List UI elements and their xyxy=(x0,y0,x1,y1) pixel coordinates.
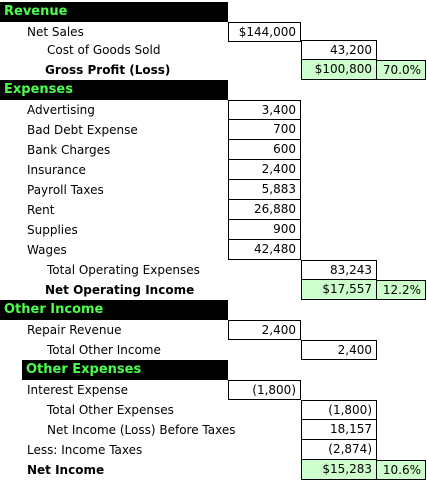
income-taxes-value: (2,874) xyxy=(301,440,377,460)
row-label: Bank Charges xyxy=(27,143,111,157)
expense-row xyxy=(0,100,427,120)
row-label: Total Other Expenses xyxy=(47,403,174,417)
row-label: Wages xyxy=(27,243,67,257)
total-operating-expenses-row xyxy=(0,260,427,280)
total-other-expenses-value: (1,800) xyxy=(301,400,377,420)
row-label: Total Other Income xyxy=(47,343,161,357)
row-label: Payroll Taxes xyxy=(27,183,104,197)
other-income-header-row xyxy=(0,300,427,320)
expense-row xyxy=(0,160,427,180)
interest-expense-row xyxy=(0,380,427,400)
total-other-income-row xyxy=(0,340,427,360)
net-operating-income-row xyxy=(0,280,427,300)
row-label: Gross Profit (Loss) xyxy=(45,63,171,77)
row-label: Total Operating Expenses xyxy=(47,263,200,277)
row-label: Rent xyxy=(27,203,55,217)
cogs-value: 43,200 xyxy=(301,40,377,60)
row-label: Net Income (Loss) Before Taxes xyxy=(47,423,236,437)
row-label: Repair Revenue xyxy=(27,323,122,337)
expense-row xyxy=(0,120,427,140)
expense-row xyxy=(0,240,427,260)
other-expenses-header-row xyxy=(0,360,427,380)
total-operating-expenses-value: 83,243 xyxy=(301,260,377,280)
section-header: Revenue xyxy=(0,2,228,22)
expense-value: 3,400 xyxy=(228,100,301,120)
expense-value: 2,400 xyxy=(228,160,301,180)
total-other-expenses-row xyxy=(0,400,427,420)
section-header: Other Expenses xyxy=(22,360,228,380)
section-header: Other Income xyxy=(0,300,228,320)
row-label: Cost of Goods Sold xyxy=(47,43,161,57)
net-operating-income-value: $17,557 xyxy=(301,280,377,300)
net-sales-value: $144,000 xyxy=(228,22,301,42)
expense-value: 600 xyxy=(228,140,301,160)
row-label: Interest Expense xyxy=(27,383,128,397)
net-income-row xyxy=(0,460,427,480)
repair-revenue-value: 2,400 xyxy=(228,320,301,340)
income-taxes-row xyxy=(0,440,427,460)
net-sales-row xyxy=(0,22,427,42)
row-label: Advertising xyxy=(27,103,95,117)
expense-value: 5,883 xyxy=(228,180,301,200)
expense-value: 900 xyxy=(228,220,301,240)
expenses-header-row xyxy=(0,80,427,100)
repair-revenue-row xyxy=(0,320,427,340)
row-label: Net Income xyxy=(27,463,105,477)
expense-row xyxy=(0,220,427,240)
expense-row xyxy=(0,180,427,200)
interest-expense-value: (1,800) xyxy=(228,380,301,400)
expense-row xyxy=(0,200,427,220)
expense-row xyxy=(0,140,427,160)
net-income-value: $15,283 xyxy=(301,460,377,480)
net-income-before-taxes-row xyxy=(0,420,427,440)
total-other-income-value: 2,400 xyxy=(301,340,377,360)
expense-value: 700 xyxy=(228,120,301,140)
expense-value: 26,880 xyxy=(228,200,301,220)
row-label: Supplies xyxy=(27,223,78,237)
row-label: Net Operating Income xyxy=(45,283,195,297)
gross-profit-row xyxy=(0,60,427,80)
revenue-header-row xyxy=(0,2,427,22)
row-label: Less: Income Taxes xyxy=(27,443,143,457)
net-operating-income-percent: 12.2% xyxy=(377,280,426,300)
net-income-percent: 10.6% xyxy=(377,460,426,480)
expense-value: 42,480 xyxy=(228,240,301,260)
net-income-before-taxes-value: 18,157 xyxy=(301,420,377,440)
row-label: Bad Debt Expense xyxy=(27,123,138,137)
gross-profit-value: $100,800 xyxy=(301,60,377,80)
section-header: Expenses xyxy=(0,80,228,100)
cogs-row xyxy=(0,40,427,60)
row-label: Net Sales xyxy=(27,25,84,39)
gross-profit-percent: 70.0% xyxy=(377,60,426,80)
row-label: Insurance xyxy=(27,163,86,177)
